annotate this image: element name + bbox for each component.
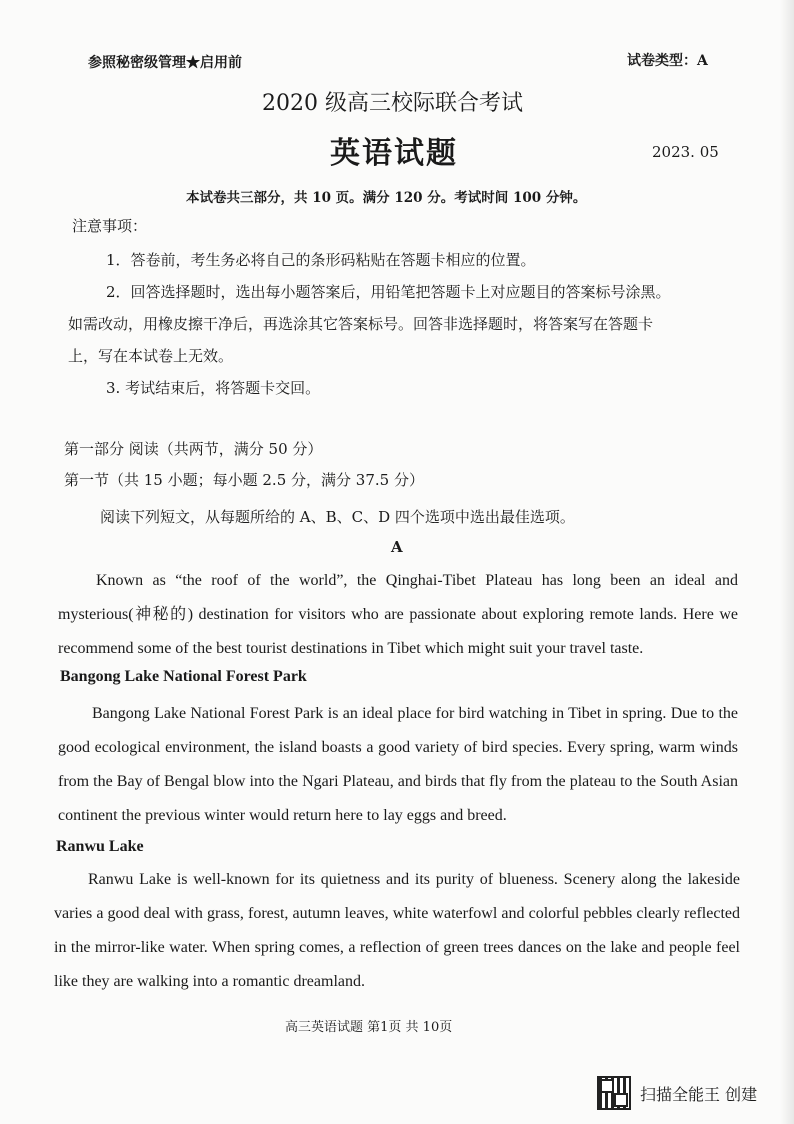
exam-date: 2023. 05 (652, 143, 719, 161)
part-heading: 第一部分 阅读（共两节，满分 50 分） (64, 440, 323, 458)
scanner-watermark: 扫描全能王 创建 (640, 1085, 758, 1104)
passage-section-ranwu (54, 863, 740, 999)
reading-instruction: 阅读下列短文，从每题所给的 A、B、C、D 四个选项中选出最佳选项。 (100, 508, 575, 526)
notice-item: 1．答卷前，考生务必将自己的条形码粘贴在答题卡相应的位置。 (106, 251, 536, 269)
qr-code-icon (597, 1076, 631, 1110)
subject-title: 英语试题 (330, 136, 458, 171)
exam-summary: 本试卷共三部分，共 10 页。满分 120 分。考试时间 100 分钟。 (186, 190, 587, 206)
notice-item: 2．回答选择题时，选出每小题答案后，用铅笔把答题卡上对应题目的答案标号涂黑。 (106, 283, 671, 301)
section-heading-ranwu: Ranwu Lake (56, 838, 144, 855)
notice-item: 如需改动，用橡皮擦干净后，再选涂其它答案标号。回答非选择题时，将答案写在答题卡 (68, 315, 654, 333)
notice-item: 3. 考试结束后，将答题卡交回。 (106, 379, 321, 397)
notice-heading: 注意事项： (72, 217, 148, 235)
exam-title: 2020 级高三校际联合考试 (262, 91, 523, 116)
page-edge-shadow (780, 0, 794, 1124)
bangong-paragraph: Bangong Lake National Forest Park is an ideal place for bird watching in Tibet in spring. Due to the good ecological environment, the island boasts a good variety of bird species. Every spring, warm winds from the Bay of Bengal blow into the Ngari Plateau, and birds that fly from the plateau to the South Asian continent the previous winter would return here to lay eggs and breed. (58, 705, 738, 824)
notice-list (70, 244, 730, 404)
passage-letter: A (391, 538, 403, 556)
paper-type-label: 试卷类型：A (627, 53, 708, 69)
ranwu-paragraph: Ranwu Lake is well-known for its quietness and its purity of blueness. Scenery along the lakeside varies a good deal with grass, forest, autumn leaves, white waterfowl and colorful pebbles clearly reflected in the mirror-like water. When spring comes, a reflection of green trees dances on the lake and people feel like they are walking into a romantic dreamland. (54, 871, 740, 990)
notice-item: 上，写在本试卷上无效。 (68, 347, 234, 365)
intro-paragraph: Known as “the roof of the world”, the Qinghai-Tibet Plateau has long been an ideal and mysterious(神秘的) destination for visitors who are passionate about exploring remote lands. Here we recommend some of the best tourist destinations in Tibet which might suit your travel taste. (58, 572, 738, 657)
passage-section-bangong (58, 697, 738, 833)
passage-intro (58, 564, 738, 666)
subsection-heading: 第一节（共 15 小题；每小题 2.5 分，满分 37.5 分） (64, 471, 424, 489)
confidential-label: 参照秘密级管理★启用前 (88, 55, 242, 71)
section-heading-bangong: Bangong Lake National Forest Park (60, 668, 307, 685)
page-footer: 高三英语试题 第1页 共 10页 (285, 1020, 453, 1035)
